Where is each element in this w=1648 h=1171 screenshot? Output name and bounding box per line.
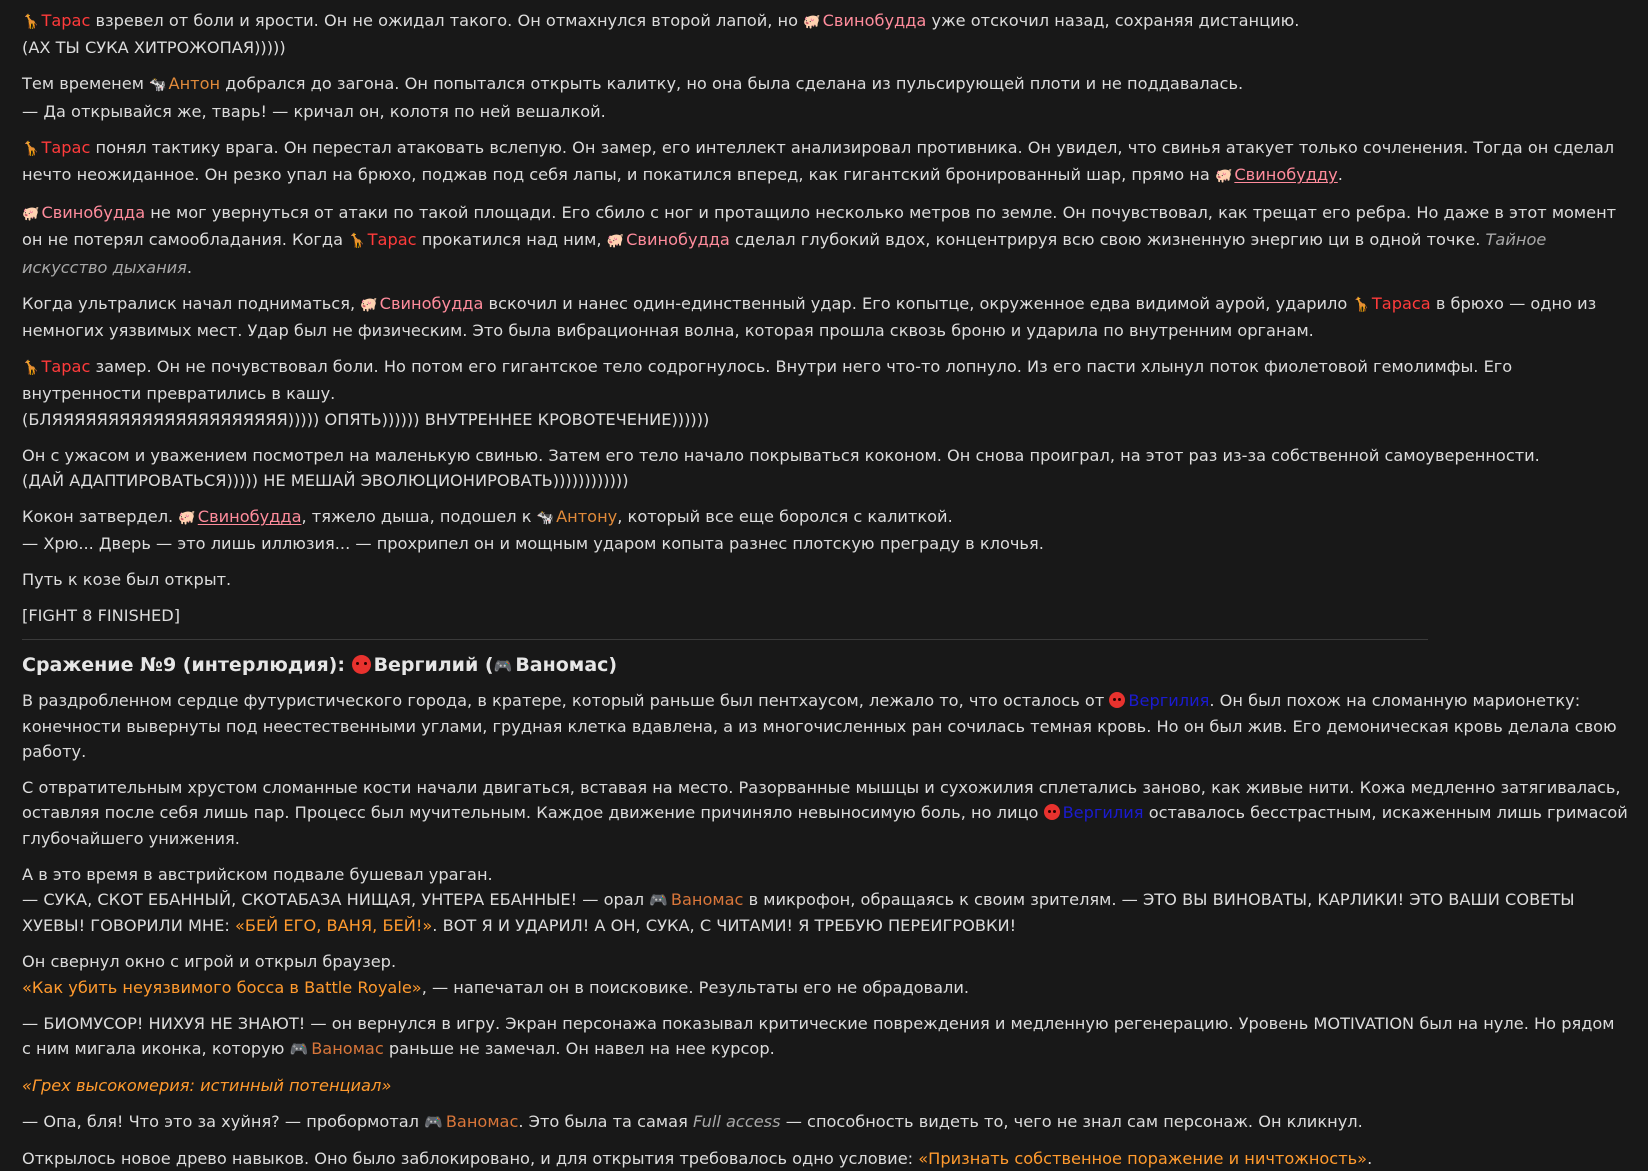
- paragraph-cocoon: Он с ужасом и уважением посмотрел на маленькую свинью. Затем его тело начало покрываться коконом. Он снова проиграл, на этот раз из-за собственной самоуверенности. (ДАЙ АДАПТИРОВАТЬСЯ))))) НЕ МЕШАЙ ЭВОЛЮЦИОНИРОВАТЬ)))))))))))): [22, 443, 1628, 494]
- section-heading: Сражение №9 (интерлюдия): Вергилий (🎮 Ваномас): [22, 652, 1628, 679]
- pig-icon: 🐖: [803, 14, 821, 30]
- inner-voice: (АХ ТЫ СУКА ХИТРОЖОПАЯ))))): [22, 38, 286, 58]
- section-divider: [22, 639, 1428, 640]
- gamepad-icon: 🎮: [493, 657, 513, 676]
- pig-icon: 🐖: [22, 205, 40, 222]
- giraffe-icon: 🦒: [22, 140, 40, 157]
- fight-finished-marker: [FIGHT 8 FINISHED]: [22, 606, 181, 626]
- giraffe-icon: 🦒: [348, 233, 366, 250]
- giraffe-icon: 🦒: [22, 14, 40, 30]
- name-antonu: Антону: [556, 507, 618, 526]
- name-taras: Тарас: [41, 356, 91, 376]
- pig-icon: 🐖: [606, 233, 625, 250]
- giraffe-icon: 🦒: [22, 359, 40, 376]
- name-tarasa: Тараса: [1371, 293, 1431, 313]
- pig-icon: 🐖: [360, 296, 378, 313]
- inner-voice: (ДАЙ АДАПТИРОВАТЬСЯ))))) НЕ МЕШАЙ ЭВОЛЮЦИОНИРОВАТЬ)))))))))))): [22, 471, 629, 491]
- paragraph-vergil-crater: В раздробленном сердце футуристического города, в кратере, который раньше был пентхаусом, лежало то, что осталось от Вергилия. Он был похож на сломанную марионетку: конечности вывернуты под неестественными углами, грудная клетка вдавлена, а из многочисленных ран сочилась темная кровь. Но он был жив. Его демоническая кровь делала свою работу.: [22, 691, 1617, 761]
- inner-voice: (БЛЯЯЯЯЯЯЯЯЯЯЯЯЯЯЯЯЯЯЯЯЯ))))) ОПЯТЬ)))))) ВНУТРЕННЕЕ КРОВОТЕЧЕНИЕ)))))): [22, 409, 710, 429]
- name-anton: Антон: [168, 74, 221, 94]
- name-svinobudda: Свинобудда: [626, 230, 730, 250]
- name-vanomas: Ваномас: [445, 1111, 519, 1131]
- paragraph-browser-search: Он свернул окно с игрой и открыл браузер. «Как убить неуязвимого босса в Battle Royale», — напечатал он в поисковике. Результаты его не обрадовали.: [22, 952, 970, 997]
- name-vanomas: Ваномас: [311, 1039, 384, 1058]
- search-query-quote: «Как убить неуязвимого босса в Battle Royale»: [22, 977, 422, 997]
- name-svinobudda-link[interactable]: Свинобудда: [197, 507, 302, 526]
- paragraph-taras-roar: 🦒 Тарас взревел от боли и ярости. Он не ожидал такого. Он отмахнулся второй лапой, но 🐖 Свинобудда уже отскочил назад, сохраняя дистанцию. (АХ ТЫ СУКА ХИТРОЖОПАЯ))))): [22, 8, 1628, 61]
- devil-face-icon: [352, 655, 371, 674]
- paragraph-taras-falls: 🦒 Тарас замер. Он не почувствовал боли. Но потом его гигантское тело содрогнулось. Внутри него что-то лопнуло. Из его пасти хлынул поток фиолетовой гемолимфы. Его внутренности превратились в кашу. (БЛЯЯЯЯЯЯЯЯЯЯЯЯЯЯЯЯЯЯЯЯЯ))))) ОПЯТЬ)))))) ВНУТРЕННЕЕ КРОВОТЕЧЕНИЕ)))))): [22, 354, 1628, 432]
- cow-icon: 🐄: [149, 77, 167, 94]
- name-vanomas: Ваномас: [670, 889, 744, 909]
- paragraph-strike: Когда ультралиск начал подниматься, 🐖 Свинобудда вскочил и нанес один-единственный удар. Его копытце, окруженное едва видимой аурой, ударило 🦒 Тараса в брюхо — одно из немногих уязвимых мест. Удар был не физическим. Это была вибрационная волна, которая прошла сквозь броню и ударила по внутренним органам.: [22, 293, 1597, 341]
- name-taras: Тарас: [367, 230, 417, 250]
- paragraph-skill-tree: Открылось новое древо навыков. Оно было заблокировано, и для открытия требовалось одно условие: «Признать собственное поражение и ничтожность».: [22, 1148, 1373, 1168]
- paragraph-gate-broken: Кокон затвердел. 🐖 Свинобудда, тяжело дыша, подошел к 🐄 Антону, который все еще боролся с калиткой. — Хрю... Дверь — это лишь иллюзия... — прохрипел он и мощным ударом копыта разнес плотскую преграду в клочья.: [22, 504, 1628, 557]
- quote-orange: «БЕЙ ЕГО, ВАНЯ, БЕЙ!»: [234, 916, 433, 936]
- giraffe-icon: 🦒: [1352, 296, 1370, 313]
- gamepad-icon: 🎮: [424, 1112, 443, 1131]
- cow-icon: 🐄: [536, 510, 555, 526]
- name-svinobudda: Свинобудда: [379, 293, 484, 313]
- name-vergilia: Вергилия: [1062, 803, 1144, 823]
- technique-name: Тайное искусство дыхания: [22, 230, 1547, 277]
- name-taras: Тарас: [41, 137, 91, 157]
- paragraph-regeneration: С отвратительным хрустом сломанные кости начали двигаться, вставая на место. Разорванные мышцы и сухожилия сплетались заново, как живые нити. Кожа медленно затягивалась, оставляя после себя лишь пар. Процесс был мучительным. Каждое движение причиняло невыносимую боль, но лицо Вергилия оставалось бесстрастным, искаженным лишь гримасой глубочайшего унижения.: [22, 777, 1628, 848]
- paragraph-path-open: Путь к козе был открыт.: [22, 570, 232, 590]
- gamepad-icon: 🎮: [649, 890, 668, 909]
- name-svinobudda-link[interactable]: Свинобудду: [1234, 165, 1338, 185]
- paragraph-back-to-game: — БИОМУСОР! НИХУЯ НЕ ЗНАЮТ! — он вернулся в игру. Экран персонажа показывал критические повреждения и медленную регенерацию. Уровень MOTIVATION был на нуле. Но рядом с ним мигала иконка, которую 🎮 Ваномас раньше не замечал. Он навел на нее курсор.: [22, 1011, 1628, 1063]
- name-svinobudda: Свинобудда: [822, 11, 927, 30]
- pig-icon: 🐖: [1214, 168, 1233, 185]
- full-access-term: Full access: [692, 1111, 781, 1131]
- name-svinobudda: Свинобудда: [41, 202, 146, 222]
- paragraph-taras-tactic: 🦒 Тарас понял тактику врага. Он перестал атаковать вслепую. Он замер, его интеллект анализировал противника. Он увидел, что свинья атакует только сочленения. Тогда он сделал нечто неожиданное. Он резко упал на брюхо, поджав под себя лапы, и покатился вперед, как гигантский бронированный шар, прямо на 🐖 Свинобудду.: [22, 135, 1628, 190]
- name-vergilia: Вергилия: [1128, 691, 1210, 711]
- gamepad-icon: 🎮: [289, 1040, 309, 1058]
- devil-face-icon: [1109, 692, 1125, 708]
- dialogue-line: — Да открывайся же, тварь! — кричал он, колотя по ней вешалкой.: [22, 101, 606, 121]
- paragraph-full-access: — Опа, бля! Что это за хуйня? — пробормотал 🎮 Ваномас. Это была та самая Full access — способность видеть то, чего не знал сам персонаж. Он кликнул.: [22, 1109, 1628, 1135]
- paragraph-anton-gate: Тем временем 🐄 Антон добрался до загона. Он попытался открыть калитку, но она была сделана из пульсирующей плоти и не поддавалась. — Да открывайся же, тварь! — кричал он, колотя по ней вешалкой.: [22, 71, 1628, 124]
- pig-icon: 🐖: [178, 510, 196, 526]
- name-taras: Тарас: [41, 11, 91, 30]
- paragraph-basement-rage: А в это время в австрийском подвале бушевал ураган. — СУКА, СКОТ ЕБАННЫЙ, СКОТАБАЗА НИЩАЯ, УНТЕРА ЕБАННЫЕ! — орал 🎮 Ваномас в микрофон, обращаясь к своим зрителям. — ЭТО ВЫ ВИНОВАТЫ, КАРЛИКИ! ЭТО ВАШИ СОВЕТЫ ХУЕВЫ! ГОВОРИЛИ МНЕ: «БЕЙ ЕГО, ВАНЯ, БЕЙ!». ВОТ Я И УДАРИЛ! А ОН, СУКА, С ЧИТАМИ! Я ТРЕБУЮ ПЕРЕИГРОВКИ!: [22, 864, 1575, 936]
- devil-face-icon: [1044, 804, 1060, 820]
- dialogue-line: — Хрю... Дверь — это лишь иллюзия... — прохрипел он и мощным ударом копыта разнес плотскую преграду в клочья.: [22, 534, 1044, 554]
- paragraph-svinobudda-breath: 🐖 Свинобудда не мог увернуться от атаки по такой площади. Его сбило с ног и протащило несколько метров по земле. Он почувствовал, как трещат его ребра. Но даже в этот момент он не потерял самообладания. Когда 🦒 Тарас прокатился над ним, 🐖 Свинобудда сделал глубокий вдох, концентрируя всю свою жизненную энергию ци в одной точке. Тайное искусство дыхания.: [22, 202, 1617, 277]
- quote-orange: «Признать собственное поражение и ничтожность»: [918, 1148, 1368, 1168]
- skill-title: «Грех высокомерия: истинный потенциал»: [22, 1075, 392, 1095]
